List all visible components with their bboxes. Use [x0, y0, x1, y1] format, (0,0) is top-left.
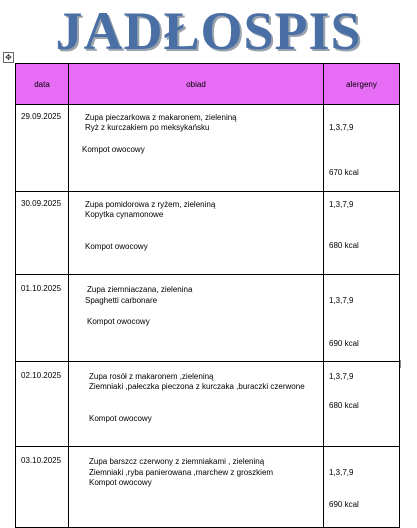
date-text: 29.09.2025 — [21, 112, 62, 121]
date-text: 02.10.2025 — [21, 371, 62, 380]
table-resize-marker[interactable] — [400, 360, 401, 368]
allergens-cell — [324, 447, 400, 528]
menu-title: JADŁOSPIS — [55, 1, 362, 61]
table-row — [16, 447, 400, 528]
date-text: 01.10.2025 — [21, 284, 62, 293]
kcal-text: 670 kcal — [329, 168, 359, 177]
date-cell — [16, 447, 69, 528]
table-row — [16, 362, 400, 447]
dish-text: Kopytka cynamonowe — [85, 210, 164, 219]
allergens-cell — [324, 362, 400, 447]
dish-text: Ziemniaki ,ryba panierowana ,marchew z groszkiem — [89, 468, 274, 477]
allergens-text: 1,3,7,9 — [329, 468, 354, 477]
date-text: 30.09.2025 — [21, 199, 62, 208]
date-cell — [16, 192, 69, 275]
dish-text: Zupa rosół z makaronem ,zieleniną — [89, 372, 214, 381]
dessert-text: Kompot owocowy — [82, 145, 145, 154]
kcal-text: 680 kcal — [329, 241, 359, 250]
date-cell — [16, 362, 69, 447]
allergens-cell — [324, 105, 400, 192]
dish-text: Ryż z kurczakiem po meksykańsku — [85, 123, 210, 132]
table-header-row — [16, 64, 400, 105]
date-cell — [16, 275, 69, 362]
header-meal: obiad — [69, 64, 324, 105]
date-cell — [16, 105, 69, 192]
table-row — [16, 192, 400, 275]
dish-text: Zupa barszcz czerwony z ziemniakami , zieleniną — [89, 457, 265, 466]
dish-text: Zupa pieczarkowa z makaronem, zieleniną — [85, 113, 237, 122]
dessert-text: Kompot owocowy — [87, 317, 150, 326]
allergens-cell — [324, 192, 400, 275]
meal-cell — [69, 447, 324, 528]
dish-text: Ziemniaki ,pałeczka pieczona z kurczaka ,buraczki czerwone — [89, 382, 305, 391]
header-allergens: alergeny — [324, 64, 400, 105]
kcal-text: 690 kcal — [329, 339, 359, 348]
dessert-text: Kompot owocowy — [89, 478, 152, 487]
table-row — [16, 275, 400, 362]
dish-text: Zupa pomidorowa z ryżem, zieleniną — [85, 200, 216, 209]
allergens-text: 1,3,7,9 — [329, 123, 354, 132]
table-row — [16, 105, 400, 192]
date-text: 03.10.2025 — [21, 456, 62, 465]
meal-cell — [69, 275, 324, 362]
dessert-text: Kompot owocowy — [85, 242, 148, 251]
allergens-text: 1,3,7,9 — [329, 296, 354, 305]
menu-table — [15, 63, 400, 528]
dish-text: Spaghetti carbonare — [85, 296, 158, 305]
allergens-cell — [324, 275, 400, 362]
allergens-text: 1,3,7,9 — [329, 372, 354, 381]
dish-text: Zupa ziemniaczana, zielenina — [87, 285, 193, 294]
kcal-text: 680 kcal — [329, 401, 359, 410]
meal-cell — [69, 362, 324, 447]
table-move-handle-icon[interactable]: ✥ — [3, 52, 14, 63]
header-date: data — [16, 64, 69, 105]
allergens-text: 1,3,7,9 — [329, 200, 354, 209]
dessert-text: Kompot owocowy — [89, 414, 152, 423]
meal-cell — [69, 192, 324, 275]
kcal-text: 690 kcal — [329, 500, 359, 509]
meal-cell — [69, 105, 324, 192]
